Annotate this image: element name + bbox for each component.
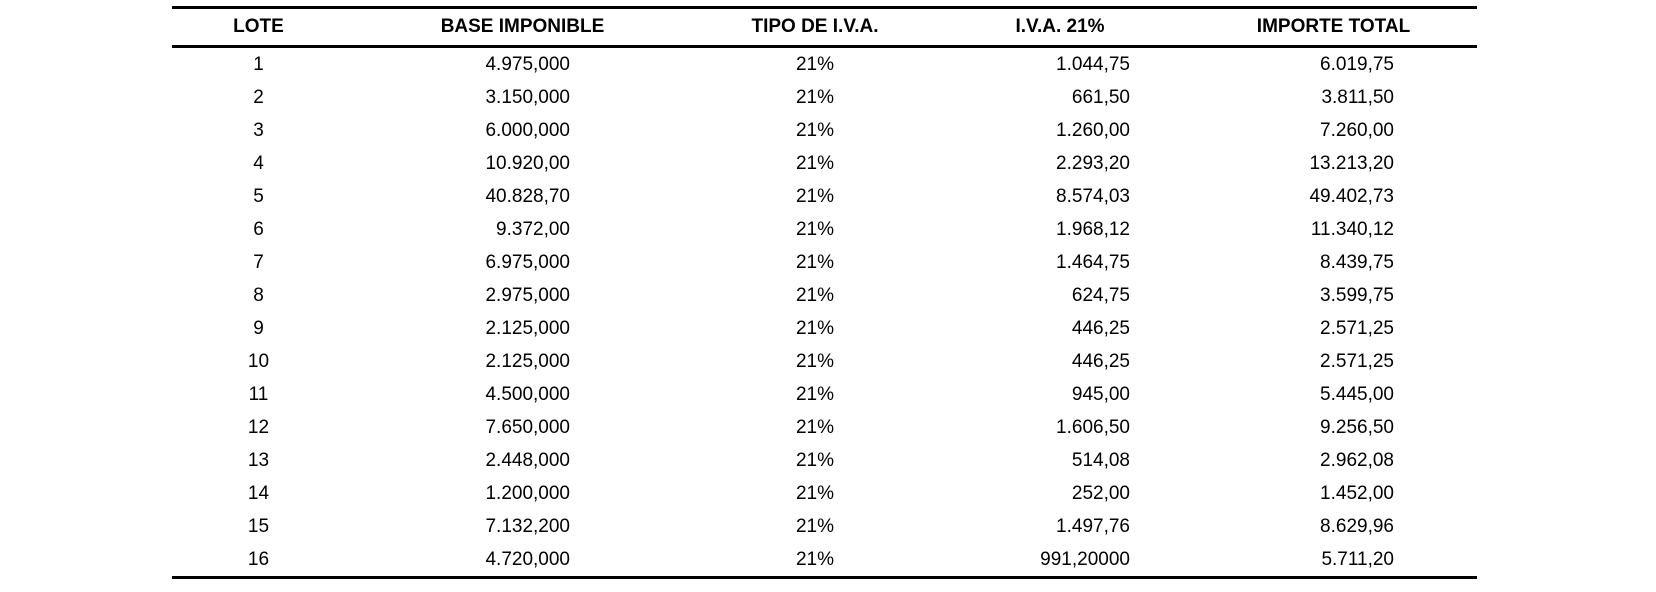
cell-importe-total: 6.019,75 (1320, 53, 1394, 75)
cell-tipo-de-iva: 21% (795, 515, 835, 537)
cell-lote: 12 (247, 416, 270, 438)
table-row (172, 213, 1477, 246)
cell-importe-total: 8.629,96 (1320, 515, 1394, 537)
cell-tipo-de-iva: 21% (795, 416, 835, 438)
cell-base-imponible: 1.200,000 (485, 482, 570, 504)
table-row (172, 543, 1477, 578)
cell-lote: 5 (253, 185, 264, 207)
cell-tipo-de-iva: 21% (795, 251, 835, 273)
cell-importe-total: 3.811,50 (1321, 86, 1394, 108)
cell-lote: 14 (247, 482, 270, 504)
cell-tipo-de-iva: 21% (795, 152, 835, 174)
cell-lote: 4 (253, 152, 264, 174)
cell-tipo-de-iva: 21% (795, 350, 835, 372)
cell-lote: 15 (247, 515, 270, 537)
cell-importe-total: 2.962,08 (1320, 449, 1394, 471)
cell-iva-21: 945,00 (1071, 383, 1130, 405)
cell-iva-21: 991,20000 (1040, 548, 1130, 570)
cell-tipo-de-iva: 21% (795, 53, 835, 75)
cell-base-imponible: 2.125,000 (485, 317, 570, 339)
cell-base-imponible: 10.920,00 (485, 152, 570, 174)
cell-base-imponible: 3.150,000 (485, 86, 570, 108)
cell-importe-total: 2.571,25 (1320, 317, 1394, 339)
cell-importe-total: 11.340,12 (1310, 218, 1394, 240)
cell-iva-21: 2.293,20 (1056, 152, 1130, 174)
cell-importe-total: 7.260,00 (1320, 119, 1394, 141)
table-header-row (172, 8, 1477, 47)
table-row (172, 279, 1477, 312)
cell-tipo-de-iva: 21% (795, 449, 835, 471)
table-row (172, 411, 1477, 444)
table-row (172, 81, 1477, 114)
cell-lote: 9 (253, 317, 264, 339)
cell-base-imponible: 2.975,000 (485, 284, 570, 306)
cell-iva-21: 624,75 (1071, 284, 1130, 306)
column-header-importe-total: IMPORTE TOTAL (1256, 16, 1411, 37)
cell-importe-total: 9.256,50 (1320, 416, 1394, 438)
cell-base-imponible: 7.650,000 (485, 416, 570, 438)
cell-importe-total: 13.213,20 (1309, 152, 1394, 174)
cell-lote: 6 (253, 218, 264, 240)
table-row (172, 114, 1477, 147)
cell-iva-21: 1.497,76 (1056, 515, 1130, 537)
column-header-base-imponible: BASE IMPONIBLE (440, 16, 605, 37)
table-body (172, 47, 1477, 578)
cell-tipo-de-iva: 21% (795, 383, 835, 405)
table-row (172, 444, 1477, 477)
column-header-lote: LOTE (233, 16, 284, 37)
cell-lote: 16 (247, 548, 270, 570)
cell-base-imponible: 4.500,000 (485, 383, 570, 405)
table-row (172, 47, 1477, 82)
cell-importe-total: 8.439,75 (1320, 251, 1394, 273)
cell-tipo-de-iva: 21% (795, 218, 835, 240)
cell-importe-total: 3.599,75 (1320, 284, 1394, 306)
cell-iva-21: 446,25 (1071, 317, 1130, 339)
cell-base-imponible: 6.000,000 (485, 119, 570, 141)
cell-base-imponible: 7.132,200 (485, 515, 570, 537)
cell-importe-total: 2.571,25 (1320, 350, 1394, 372)
cell-tipo-de-iva: 21% (795, 119, 835, 141)
cell-base-imponible: 6.975,000 (485, 251, 570, 273)
cell-base-imponible: 2.448,000 (485, 449, 570, 471)
cell-iva-21: 252,00 (1071, 482, 1130, 504)
cell-iva-21: 1.260,00 (1056, 119, 1130, 141)
cell-importe-total: 5.711,20 (1321, 548, 1394, 570)
table-row (172, 246, 1477, 279)
cell-tipo-de-iva: 21% (795, 482, 835, 504)
cell-lote: 7 (253, 251, 264, 273)
cell-lote: 8 (253, 284, 264, 306)
cell-iva-21: 661,50 (1071, 86, 1130, 108)
table-row (172, 510, 1477, 543)
table-head (172, 8, 1477, 47)
cell-iva-21: 1.968,12 (1056, 218, 1130, 240)
cell-lote: 11 (248, 383, 269, 405)
cell-base-imponible: 2.125,000 (485, 350, 570, 372)
cell-importe-total: 5.445,00 (1320, 383, 1394, 405)
cell-importe-total: 49.402,73 (1309, 185, 1394, 207)
column-header-iva-21: I.V.A. 21% (1015, 16, 1105, 37)
table-row (172, 477, 1477, 510)
table-row (172, 345, 1477, 378)
cell-lote: 1 (253, 53, 264, 75)
cell-iva-21: 1.044,75 (1056, 53, 1130, 75)
cell-iva-21: 1.606,50 (1056, 416, 1130, 438)
cell-iva-21: 514,08 (1071, 449, 1130, 471)
table-row (172, 312, 1477, 345)
table-row (172, 378, 1477, 411)
cell-tipo-de-iva: 21% (795, 548, 835, 570)
cell-iva-21: 8.574,03 (1056, 185, 1130, 207)
cell-lote: 3 (253, 119, 264, 141)
cell-iva-21: 1.464,75 (1056, 251, 1130, 273)
cell-lote: 2 (253, 86, 264, 108)
table-row (172, 147, 1477, 180)
cell-base-imponible: 9.372,00 (496, 218, 570, 240)
cell-iva-21: 446,25 (1071, 350, 1130, 372)
cell-base-imponible: 40.828,70 (485, 185, 570, 207)
cell-tipo-de-iva: 21% (795, 284, 835, 306)
table-row (172, 180, 1477, 213)
cell-base-imponible: 4.975,000 (485, 53, 570, 75)
cell-tipo-de-iva: 21% (795, 317, 835, 339)
cell-base-imponible: 4.720,000 (485, 548, 570, 570)
column-header-tipo-de-iva: TIPO DE I.V.A. (751, 16, 879, 37)
cell-lote: 13 (247, 449, 270, 471)
cell-importe-total: 1.452,00 (1320, 482, 1394, 504)
cell-tipo-de-iva: 21% (795, 185, 835, 207)
cell-tipo-de-iva: 21% (795, 86, 835, 108)
cell-lote: 10 (247, 350, 270, 372)
iva-table (172, 6, 1477, 579)
